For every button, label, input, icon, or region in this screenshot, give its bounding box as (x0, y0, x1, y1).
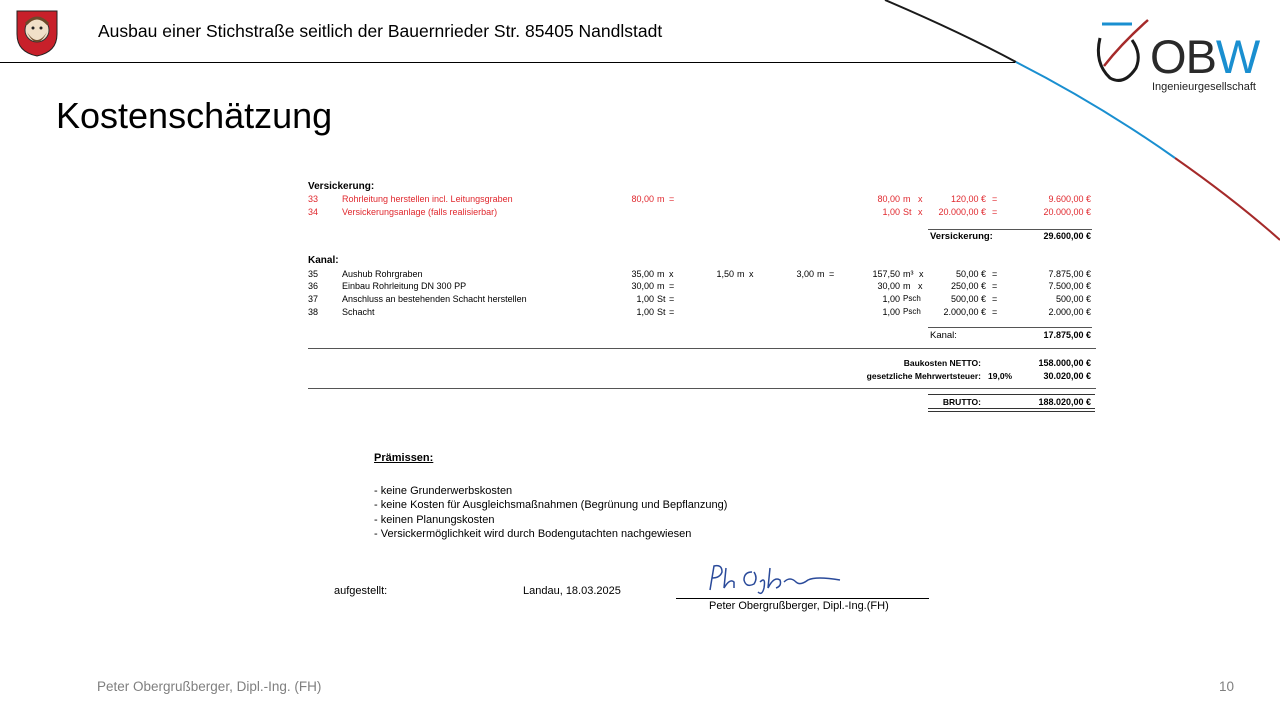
obw-logo-mark-icon (1092, 18, 1152, 88)
row-33-x: x (918, 194, 923, 204)
row-35-q3: 3,00 (796, 269, 814, 279)
row-33-price: 120,00 € (950, 194, 986, 204)
row-36-desc: Einbau Rohrleitung DN 300 PP (342, 281, 467, 291)
subtotal-divider (928, 327, 1092, 328)
row-35-nr: 35 (308, 269, 319, 279)
row-36-price: 250,00 € (950, 281, 986, 291)
row-38-total: 2.000,00 € (1048, 307, 1091, 317)
row-36-x: x (918, 281, 923, 291)
summary-divider-bottom (308, 388, 1096, 389)
row-34-desc: Versickerungsanlage (falls realisierbar) (342, 207, 498, 217)
row-37-op1: = (669, 294, 675, 304)
row-36-q1: 30,00 (631, 281, 654, 291)
row-36-op1: = (669, 281, 675, 291)
swoosh-red-segment (1175, 158, 1280, 240)
row-33-nr: 33 (308, 194, 319, 204)
signature-line (676, 598, 929, 599)
brutto-double-underline (928, 411, 1095, 412)
row-33-qty: 80,00 (877, 194, 900, 204)
row-35-q1: 35,00 (631, 269, 654, 279)
row-35-op3: = (829, 269, 835, 279)
premissen-item: - keinen Planungskosten (374, 514, 495, 526)
row-37-eq: = (992, 294, 998, 304)
handwritten-signature (700, 558, 850, 598)
netto-value: 158.000,00 € (1038, 358, 1091, 368)
row-38-unit: Psch (903, 307, 921, 316)
municipal-crest-icon (14, 8, 60, 58)
premissen-item: - keine Kosten für Ausgleichsmaßnahmen (Begrünung und Bepflanzung) (374, 499, 728, 511)
row-33-unit: m (903, 194, 911, 204)
row-38-u1: St (657, 307, 666, 317)
swoosh-black-segment (885, 0, 1016, 62)
premissen-heading: Prämissen: (374, 452, 434, 464)
header-divider (0, 62, 1015, 63)
row-35-unit: m³ (903, 269, 914, 279)
row-35-eq: = (992, 269, 998, 279)
row-35-op2: x (749, 269, 754, 279)
row-37-total: 500,00 € (1055, 294, 1091, 304)
mwst-label: gesetzliche Mehrwertsteuer: (866, 371, 981, 381)
row-37-nr: 37 (308, 294, 319, 304)
row-38-op1: = (669, 307, 675, 317)
subtotal-versickerung-value: 29.600,00 € (1043, 231, 1091, 241)
section-heading-versickerung: Versickerung: (308, 181, 375, 192)
row-33-desc: Rohrleitung herstellen incl. Leitungsgraben (342, 194, 513, 204)
row-38-q1: 1,00 (636, 307, 654, 317)
row-35-total: 7.875,00 € (1048, 269, 1091, 279)
obw-logo-text: OBW (1150, 30, 1260, 83)
page-title: Kostenschätzung (56, 95, 333, 136)
row-34-total: 20.000,00 € (1043, 207, 1091, 217)
row-35-u3: m (817, 269, 825, 279)
row-34-unit: St (903, 207, 912, 217)
brutto-double-underline (928, 408, 1095, 409)
row-37-price: 500,00 € (950, 294, 986, 304)
row-36-u1: m (657, 281, 665, 291)
row-33-q1: 80,00 (631, 194, 654, 204)
premissen-item: - Versickermöglichkeit wird durch Bodengutachten nachgewiesen (374, 528, 692, 540)
row-35-x: x (919, 269, 924, 279)
row-35-q2: 1,50 (716, 269, 734, 279)
row-37-desc: Anschluss an bestehenden Schacht herstellen (342, 294, 527, 304)
brutto-value: 188.020,00 € (1038, 397, 1091, 407)
row-34-nr: 34 (308, 207, 319, 217)
row-34-eq: = (992, 207, 998, 217)
header-title: Ausbau einer Stichstraße seitlich der Bauernrieder Str. 85405 Nandlstadt (98, 21, 663, 41)
row-36-unit: m (903, 281, 911, 291)
page-number: 10 (1218, 679, 1234, 694)
row-38-eq: = (992, 307, 998, 317)
row-36-eq: = (992, 281, 998, 291)
row-35-qty: 157,50 (872, 269, 900, 279)
subtotal-kanal-value: 17.875,00 € (1043, 330, 1091, 340)
row-38-qty: 1,00 (882, 307, 900, 317)
subtotal-kanal-label: Kanal: (930, 330, 957, 341)
summary-divider-top (308, 348, 1096, 349)
brutto-label: BRUTTO: (942, 397, 981, 407)
row-33-op1: = (669, 194, 675, 204)
mwst-value: 30.020,00 € (1043, 371, 1091, 381)
row-38-nr: 38 (308, 307, 319, 317)
row-35-desc: Aushub Rohrgraben (342, 269, 423, 279)
brutto-divider-top (928, 394, 1095, 395)
row-36-total: 7.500,00 € (1048, 281, 1091, 291)
row-33-eq: = (992, 194, 998, 204)
row-36-qty: 30,00 (877, 281, 900, 291)
row-34-price: 20.000,00 € (938, 207, 986, 217)
subtotal-divider (928, 229, 1092, 230)
row-37-u1: St (657, 294, 666, 304)
footer-author: Peter Obergrußberger, Dipl.-Ing. (FH) (97, 679, 322, 694)
aufgestellt-label: aufgestellt: (334, 585, 388, 597)
row-34-x: x (918, 207, 923, 217)
place-date: Landau, 18.03.2025 (523, 585, 621, 597)
logo-subtitle: Ingenieurgesellschaft (1152, 81, 1256, 93)
row-38-desc: Schacht (342, 307, 375, 317)
row-35-u2: m (737, 269, 745, 279)
row-36-nr: 36 (308, 281, 319, 291)
section-heading-kanal: Kanal: (308, 255, 339, 266)
row-35-price: 50,00 € (955, 269, 986, 279)
row-38-price: 2.000,00 € (943, 307, 986, 317)
row-35-op1: x (669, 269, 674, 279)
row-35-u1: m (657, 269, 665, 279)
netto-label: Baukosten NETTO: (903, 358, 981, 368)
row-34-qty: 1,00 (882, 207, 900, 217)
row-37-unit: Psch (903, 294, 921, 303)
row-37-q1: 1,00 (636, 294, 654, 304)
row-37-qty: 1,00 (882, 294, 900, 304)
row-33-u1: m (657, 194, 665, 204)
mwst-rate: 19,0% (988, 371, 1013, 381)
signatory-name: Peter Obergrußberger, Dipl.-Ing.(FH) (709, 600, 889, 612)
row-33-total: 9.600,00 € (1048, 194, 1091, 204)
subtotal-versickerung-label: Versickerung: (930, 231, 993, 242)
premissen-item: - keine Grunderwerbskosten (374, 485, 513, 497)
